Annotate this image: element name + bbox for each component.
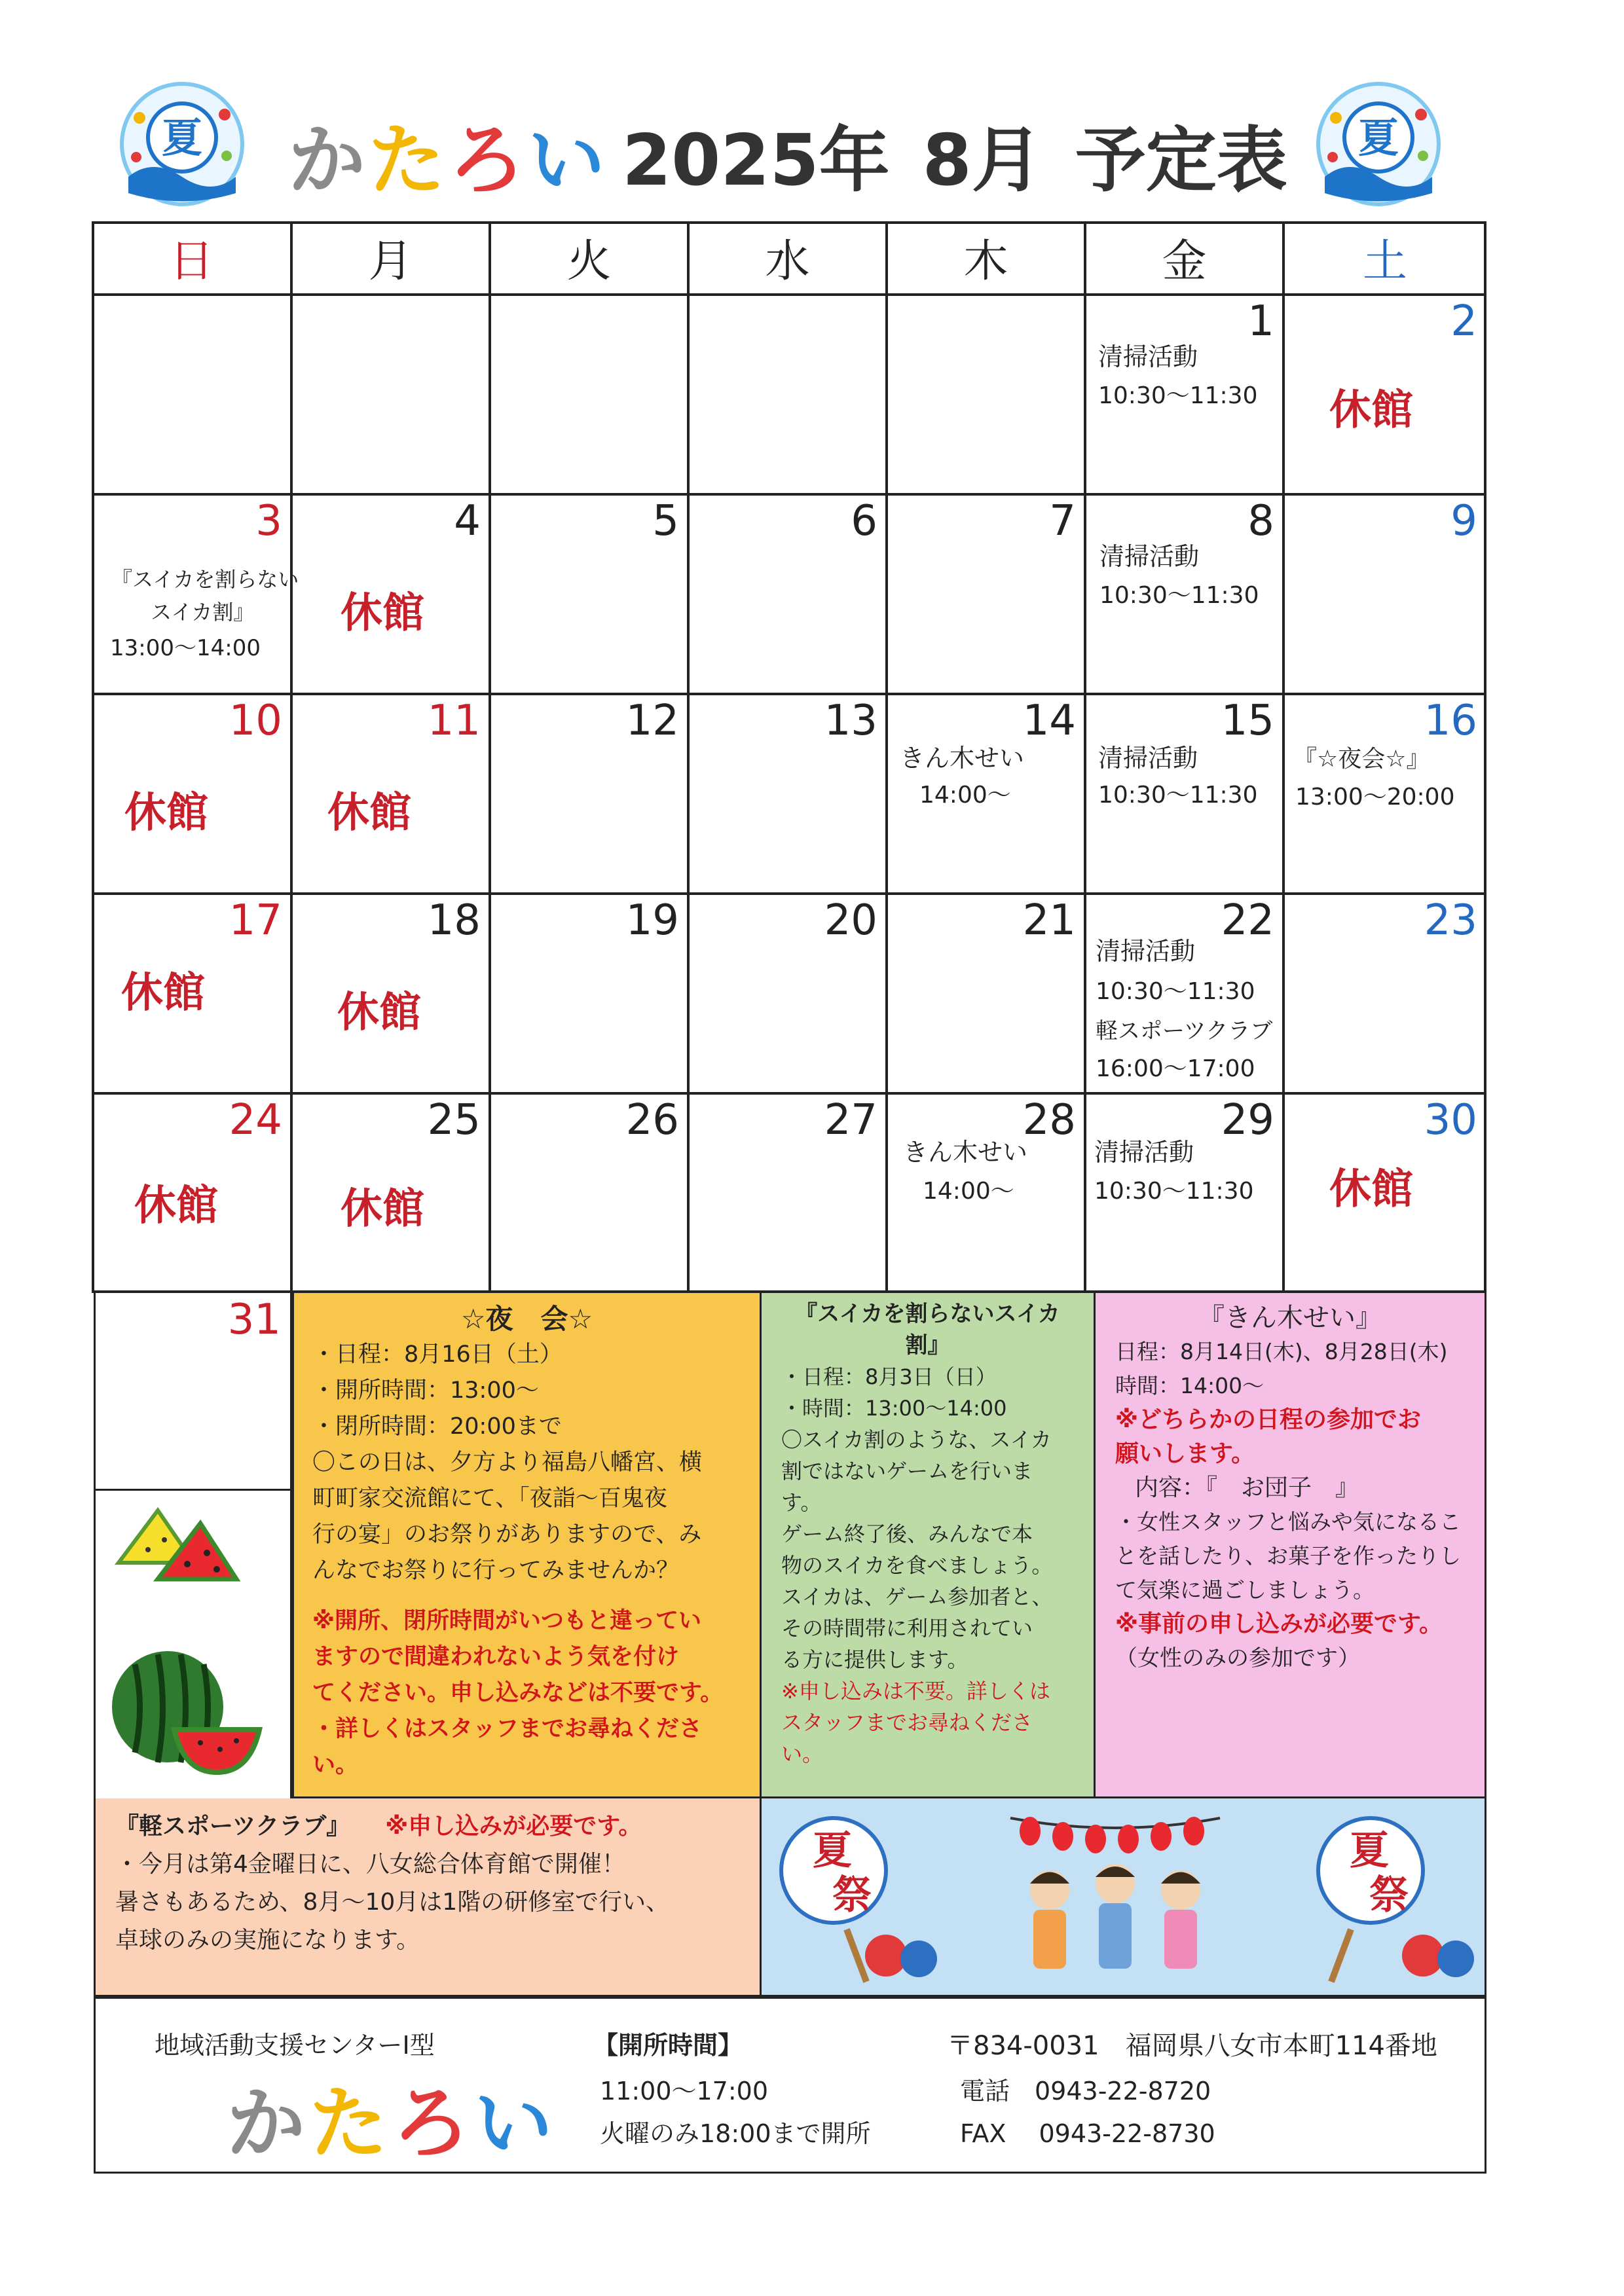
panel-line: 卓球のみの実施になります。	[115, 1927, 420, 1954]
weekday-sun: 日	[169, 235, 214, 287]
day-cell-16[interactable]	[1283, 694, 1486, 894]
footer	[94, 1997, 1486, 2174]
day-cell-15[interactable]	[1085, 694, 1283, 894]
panel-line: ・開所時間：13:00〜	[312, 1377, 539, 1404]
yakai-panel	[292, 1293, 762, 1798]
day-number: 20	[824, 896, 877, 945]
footer-org: 地域活動支援センターⅠ型	[155, 2031, 435, 2060]
event-time: 10:30〜11:30	[1096, 978, 1255, 1005]
day-number: 28	[1022, 1096, 1076, 1144]
event-sports: 軽スポーツクラブ	[1096, 1018, 1273, 1044]
brand-title	[288, 98, 608, 210]
event-time: 13:00〜20:00	[1295, 784, 1455, 811]
event-time: 10:30〜11:30	[1094, 1178, 1254, 1205]
page-title	[622, 103, 1320, 205]
panel-note: ※事前の申し込みが必要です。	[1115, 1611, 1443, 1637]
day-cell-20[interactable]	[688, 894, 887, 1093]
day-number: 23	[1424, 896, 1477, 945]
event-time: 13:00〜14:00	[110, 635, 261, 661]
day-cell-27[interactable]	[688, 1093, 887, 1293]
day-number: 30	[1424, 1096, 1477, 1144]
panel-note: ・詳しくはスタッフまでお尋ねください。	[312, 1716, 703, 1778]
day-cell-10[interactable]	[92, 694, 291, 894]
panel-note: てください。申し込みなどは不要です。	[312, 1680, 724, 1706]
event-watermelon-line1: 『スイカを割らない	[111, 567, 299, 592]
panel-note: スタッフまでお尋ねください。	[781, 1710, 1033, 1766]
day-number: 16	[1424, 697, 1477, 745]
brand-char: た	[368, 115, 449, 206]
event-time: 14:00〜	[923, 1178, 1014, 1205]
panel-footer: （女性のみの参加です）	[1115, 1645, 1360, 1671]
event-watermelon-line2: スイカ割』	[151, 600, 255, 625]
day-number: 5	[652, 497, 679, 545]
panel-note: 願いします。	[1115, 1440, 1255, 1467]
calendar-grid	[92, 221, 1486, 1293]
panel-line: ・閉所時間：20:00まで	[312, 1413, 562, 1440]
day-cell-8[interactable]	[1085, 494, 1283, 694]
emblem-text: 夏	[1357, 114, 1399, 162]
panel-line: す。	[781, 1490, 822, 1515]
brand-char: か	[227, 2079, 309, 2170]
panel-line: 行の宴」のお祭りがありますので、み	[312, 1522, 702, 1548]
panel-line: ゲーム終了後、みんなで本	[781, 1522, 1033, 1546]
panel-line: ・今月は第4金曜日に、八女総合体育館で開催！	[115, 1851, 625, 1878]
panel-note: ますので間違われないよう気を付け	[312, 1644, 680, 1670]
panel-required: ※申し込みが必要です。	[385, 1813, 642, 1840]
panel-line: 日程：8月14日(木)、8月28日(木)	[1115, 1339, 1448, 1364]
day-cell-21[interactable]	[887, 894, 1085, 1093]
closed-label: 休館	[1329, 1165, 1413, 1214]
day-number: 19	[625, 896, 679, 945]
event-yakai: 『☆夜会☆』	[1293, 746, 1430, 773]
event-cleaning: 清掃活動	[1099, 542, 1200, 571]
day-number: 31	[227, 1296, 281, 1344]
panel-note: ※開所、閉所時間がいつもと違ってい	[312, 1608, 702, 1634]
footer-hours-title: 【開所時間】	[593, 2031, 743, 2060]
day-number: 8	[1247, 497, 1274, 545]
closed-label: 休館	[134, 1182, 218, 1230]
day-cell-17[interactable]	[92, 894, 291, 1093]
closed-label: 休館	[337, 989, 421, 1037]
day-number: 27	[824, 1096, 877, 1144]
closed-label: 休館	[327, 789, 411, 837]
fan-text: 夏	[1350, 1828, 1389, 1874]
event-cleaning: 清掃活動	[1094, 1138, 1194, 1167]
event-time: 16:00〜17:00	[1096, 1055, 1255, 1082]
weekday-thu: 木	[963, 235, 1008, 287]
event-cleaning: 清掃活動	[1098, 342, 1198, 371]
panel-line: 〇スイカ割のような、スイカ	[781, 1427, 1052, 1452]
day-cell-19[interactable]	[490, 894, 688, 1093]
brand-char: い	[474, 2079, 557, 2170]
day-cell-5[interactable]	[490, 494, 688, 694]
event-time: 14:00〜	[919, 782, 1011, 809]
footer-hours: 11:00〜17:00	[600, 2077, 769, 2105]
weekday-mon: 月	[368, 235, 413, 287]
brand-char: か	[288, 115, 369, 206]
day-cell-13[interactable]	[688, 694, 887, 894]
footer-address: 〒834-0031 福岡県八女市本町114番地	[947, 2031, 1437, 2061]
day-number: 21	[1022, 896, 1076, 945]
day-number: 26	[625, 1096, 679, 1144]
panel-line: ・日程：8月3日（日）	[781, 1364, 997, 1389]
footer-fax: FAX 0943-22-8730	[960, 2119, 1215, 2148]
day-number: 22	[1221, 896, 1274, 945]
summer-emblem-left	[117, 79, 248, 210]
panel-title: ☆夜 会☆	[460, 1303, 593, 1335]
day-number: 4	[454, 497, 481, 545]
fan-text: 祭	[1369, 1872, 1409, 1918]
day-cell-22[interactable]	[1085, 894, 1283, 1093]
day-cell-11[interactable]	[291, 694, 490, 894]
event-cleaning: 清掃活動	[1098, 744, 1198, 773]
day-cell-28[interactable]	[887, 1093, 1085, 1293]
day-cell-1[interactable]	[1085, 295, 1283, 494]
day-cell-7[interactable]	[887, 494, 1085, 694]
closed-label: 休館	[341, 589, 424, 638]
day-cell-18[interactable]	[291, 894, 490, 1093]
weekday-tue: 火	[566, 235, 612, 287]
day-cell-26[interactable]	[490, 1093, 688, 1293]
panel-note: ※申し込みは不要。詳しくは	[781, 1679, 1050, 1704]
panel-line: スイカは、ゲーム参加者と、	[781, 1584, 1053, 1609]
watermelon-icon	[96, 1491, 290, 1798]
day-number: 9	[1450, 497, 1477, 545]
day-number: 25	[427, 1096, 481, 1144]
footer-tuesday: 火曜のみ18:00まで開所	[600, 2119, 871, 2148]
day-cell-14[interactable]	[887, 694, 1085, 894]
panel-content: 内容：『 お団子 』	[1135, 1474, 1359, 1501]
day-number: 24	[229, 1096, 282, 1144]
brand-char: い	[528, 115, 608, 206]
day-number: 12	[625, 697, 679, 745]
watermelon-illustration	[94, 1491, 292, 1798]
title-year: 2025年	[622, 120, 890, 202]
brand-char: た	[309, 2079, 392, 2170]
title-label: 予定表	[1075, 120, 1287, 202]
panel-line: 〇この日は、夕方より福島八幡宮、横	[312, 1449, 703, 1476]
day-cell-12[interactable]	[490, 694, 688, 894]
day-number: 14	[1022, 697, 1076, 745]
panel-title: 『きん木せい』	[1198, 1303, 1382, 1333]
day-cell-24[interactable]	[92, 1093, 291, 1293]
weekday-sat: 土	[1362, 235, 1407, 287]
event-kinmoku: きん木せい	[903, 1138, 1028, 1167]
day-number: 18	[427, 896, 481, 945]
panel-line: 町町家交流館にて、「夜詣〜百鬼夜	[312, 1485, 667, 1512]
closed-label: 休館	[121, 969, 205, 1017]
day-cell-2[interactable]	[1283, 295, 1486, 494]
page-header	[0, 0, 1624, 216]
day-number: 29	[1221, 1096, 1274, 1144]
summer-emblem-right	[1313, 79, 1444, 210]
panel-line: 時間：14:00〜	[1115, 1373, 1264, 1398]
panel-line: る方に提供します。	[781, 1647, 969, 1672]
festival-illustration	[762, 1798, 1486, 1997]
panel-title: 『軽スポーツクラブ』	[115, 1813, 339, 1840]
panel-line: その時間帯に利用されてい	[781, 1616, 1033, 1641]
day-cell-29[interactable]	[1085, 1093, 1283, 1293]
event-cleaning: 清掃活動	[1096, 937, 1196, 966]
panel-line: て気楽に過ごしましょう。	[1115, 1577, 1375, 1603]
closed-label: 休館	[124, 789, 208, 837]
closed-label: 休館	[1329, 386, 1413, 435]
emblem-text: 夏	[161, 114, 203, 162]
panel-line: 割ではないゲームを行いま	[781, 1459, 1033, 1484]
panel-line: 物のスイカを食べましょう。	[781, 1553, 1053, 1578]
closed-label: 休館	[341, 1185, 424, 1233]
day-cell-23[interactable]	[1283, 894, 1486, 1093]
panel-title: 『スイカを割らないスイカ割』	[795, 1301, 1060, 1358]
day-cell-4[interactable]	[291, 494, 490, 694]
suika-panel	[762, 1293, 1096, 1798]
panel-line: ・日程：8月16日（土）	[312, 1341, 563, 1368]
day-number: 3	[255, 497, 282, 545]
event-time: 10:30〜11:30	[1098, 782, 1258, 809]
footer-tel: 電話 0943-22-8720	[960, 2077, 1211, 2105]
event-time: 10:30〜11:30	[1099, 582, 1259, 609]
day-number: 10	[229, 697, 282, 745]
weekday-wed: 水	[765, 235, 810, 287]
day-cell-9[interactable]	[1283, 494, 1486, 694]
day-number: 7	[1049, 497, 1076, 545]
kinmoku-panel	[1096, 1293, 1486, 1798]
event-time: 10:30〜11:30	[1098, 382, 1258, 409]
day-cell-25[interactable]	[291, 1093, 490, 1293]
title-month: 8月	[922, 120, 1043, 202]
day-cell-31[interactable]	[94, 1293, 292, 1491]
weekday-fri: 金	[1162, 235, 1207, 287]
panel-line: ・女性スタッフと悩みや気になるこ	[1115, 1509, 1461, 1535]
day-number: 15	[1221, 697, 1274, 745]
panel-note: ※どちらかの日程の参加でお	[1115, 1406, 1421, 1433]
day-number: 6	[851, 497, 877, 545]
day-cell-30[interactable]	[1283, 1093, 1486, 1293]
brand-char: ろ	[392, 2079, 474, 2170]
panel-line: とを話したり、お菓子を作ったりし	[1115, 1543, 1461, 1569]
day-number: 2	[1450, 297, 1477, 346]
panel-line: んなでお祭りに行ってみませんか？	[312, 1558, 680, 1584]
day-number: 1	[1247, 297, 1274, 346]
event-kinmoku: きん木せい	[900, 744, 1025, 773]
panel-line: ・時間：13:00〜14:00	[781, 1396, 1007, 1421]
festival-icon	[762, 1798, 1485, 1995]
brand-char: ろ	[448, 115, 528, 206]
day-number: 17	[229, 896, 282, 945]
day-cell-3[interactable]	[92, 494, 299, 694]
panel-line: 暑さもあるため、8月〜10月は1階の研修室で行い、	[115, 1889, 670, 1916]
fan-text: 夏	[813, 1828, 852, 1874]
day-cell-6[interactable]	[688, 494, 887, 694]
footer-brand	[227, 2061, 557, 2174]
fan-text: 祭	[832, 1872, 872, 1918]
day-number: 11	[427, 697, 481, 745]
sports-panel	[94, 1798, 762, 1997]
day-number: 13	[824, 697, 877, 745]
